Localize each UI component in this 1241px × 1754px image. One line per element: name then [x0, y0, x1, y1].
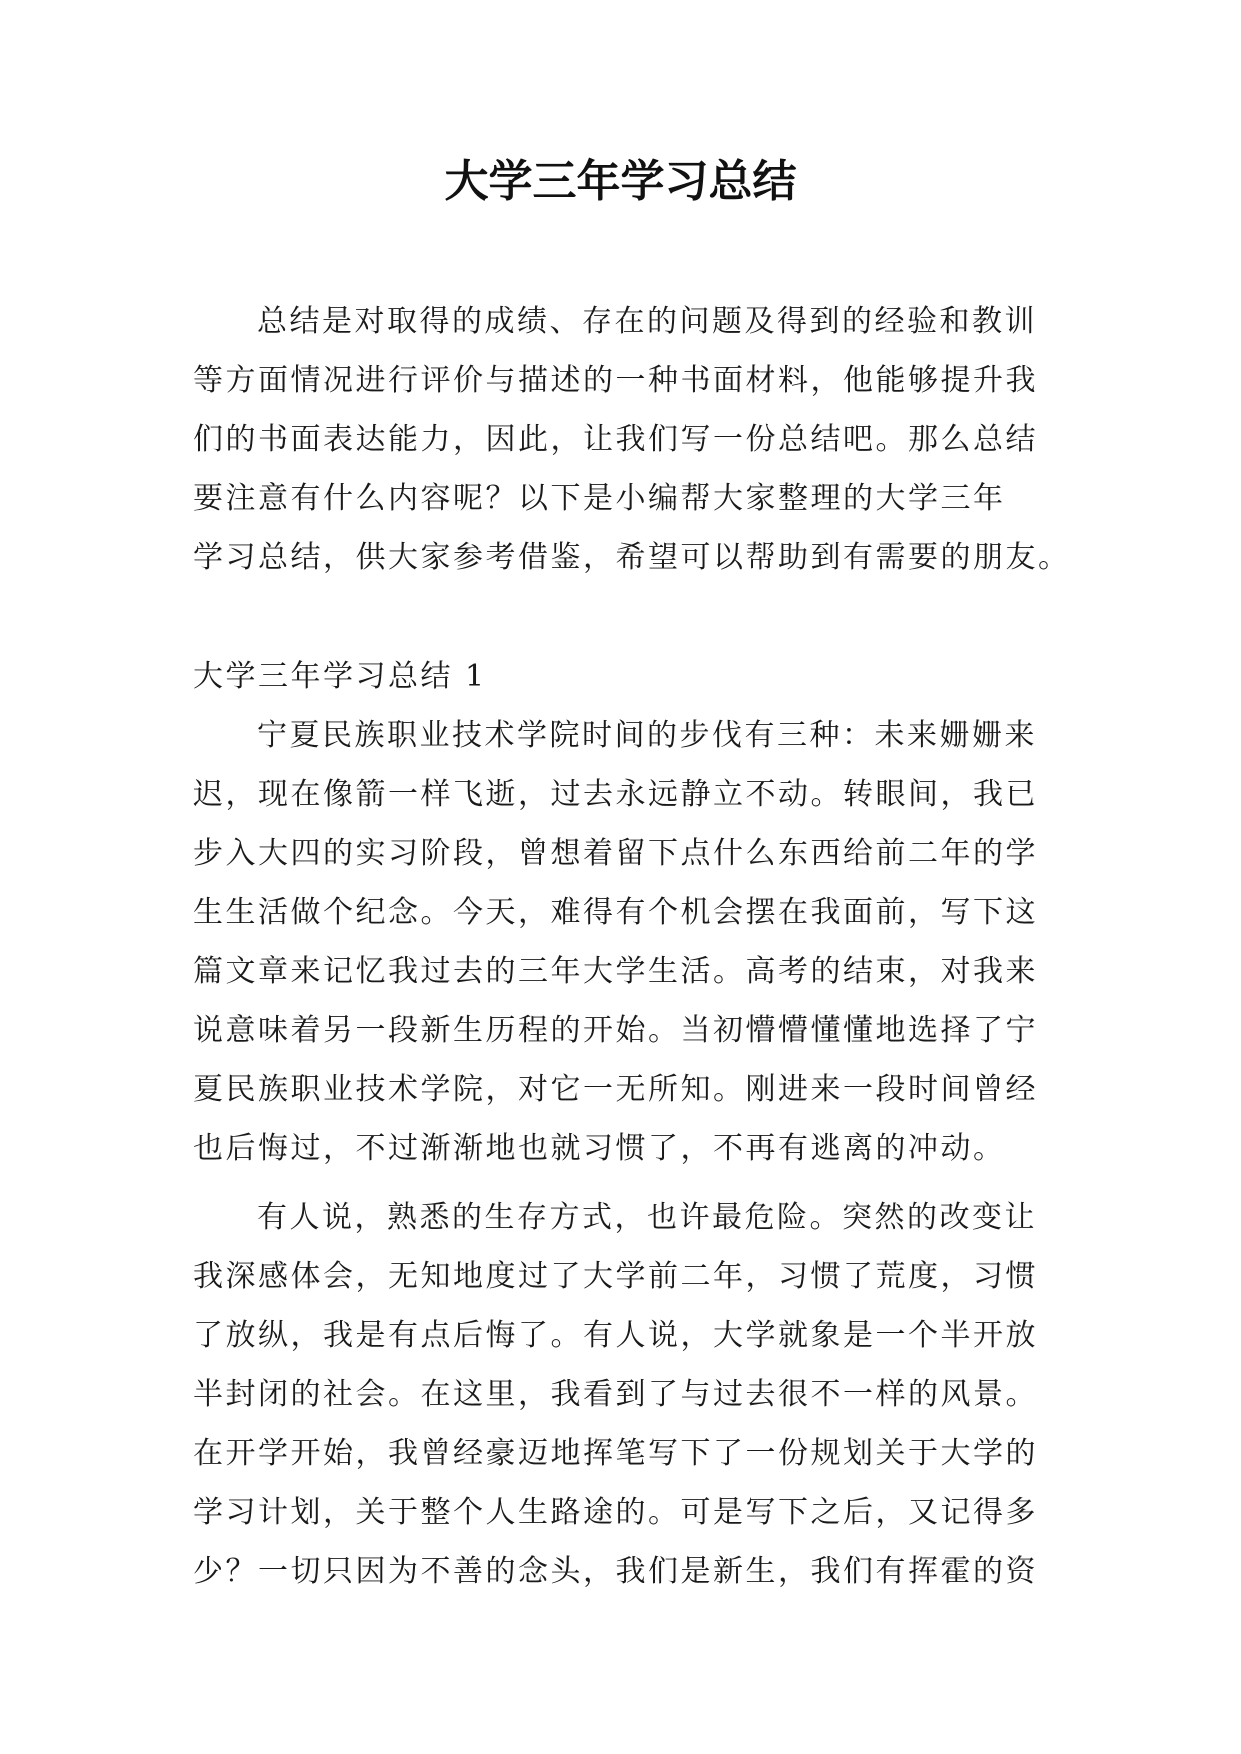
paragraph-line: 夏民族职业技术学院，对它一无所知。刚进来一段时间曾经 — [193, 1072, 1038, 1107]
paragraph-line: 也后悔过，不过渐渐地也就习惯了，不再有逃离的冲动。 — [193, 1131, 1006, 1166]
paragraph-line: 在开学开始，我曾经豪迈地挥笔写下了一份规划关于大学的 — [193, 1436, 1038, 1471]
intro-paragraph — [193, 292, 1071, 587]
document-title: 大学三年学习总结 — [444, 156, 797, 207]
document-body — [193, 292, 1071, 1601]
intro-line: 总结是对取得的成绩、存在的问题及得到的经验和教训 — [257, 304, 1037, 339]
intro-line: 等方面情况进行评价与描述的一种书面材料，他能够提升我 — [193, 363, 1038, 398]
paragraph-line: 半封闭的社会。在这里，我看到了与过去很不一样的风景。 — [193, 1377, 1038, 1412]
paragraph-line: 我深感体会，无知地度过了大学前二年，习惯了荒度，习惯 — [193, 1259, 1038, 1294]
paragraph-line: 宁夏民族职业技术学院时间的步伐有三种：未来姗姗来 — [257, 718, 1037, 753]
intro-line: 学习总结，供大家参考借鉴，希望可以帮助到有需要的朋友。 — [193, 540, 1071, 575]
paragraph-line: 迟，现在像箭一样飞逝，过去永远静立不动。转眼间，我已 — [193, 777, 1038, 812]
section-heading: 大学三年学习总结 1 — [193, 659, 487, 694]
paragraph-line: 说意味着另一段新生历程的开始。当初懵懵懂懂地选择了宁 — [193, 1013, 1038, 1048]
paragraph-line: 篇文章来记忆我过去的三年大学生活。高考的结束，对我来 — [193, 954, 1038, 989]
paragraph-line: 生生活做个纪念。今天，难得有个机会摆在我面前，写下这 — [193, 895, 1038, 930]
paragraph-line: 少？一切只因为不善的念头，我们是新生，我们有挥霍的资 — [193, 1554, 1038, 1589]
intro-line: 们的书面表达能力，因此，让我们写一份总结吧。那么总结 — [193, 422, 1038, 457]
intro-line: 要注意有什么内容呢？以下是小编帮大家整理的大学三年 — [193, 481, 1006, 516]
paragraph-line: 学习计划，关于整个人生路途的。可是写下之后，又记得多 — [193, 1495, 1038, 1530]
paragraph-line: 步入大四的实习阶段，曾想着留下点什么东西给前二年的学 — [193, 836, 1038, 871]
paragraph-1 — [193, 706, 1053, 1178]
paragraph-line: 有人说，熟悉的生存方式，也许最危险。突然的改变让 — [257, 1200, 1037, 1235]
paragraph-2 — [193, 1188, 1053, 1601]
paragraph-line: 了放纵，我是有点后悔了。有人说，大学就象是一个半开放 — [193, 1318, 1038, 1353]
